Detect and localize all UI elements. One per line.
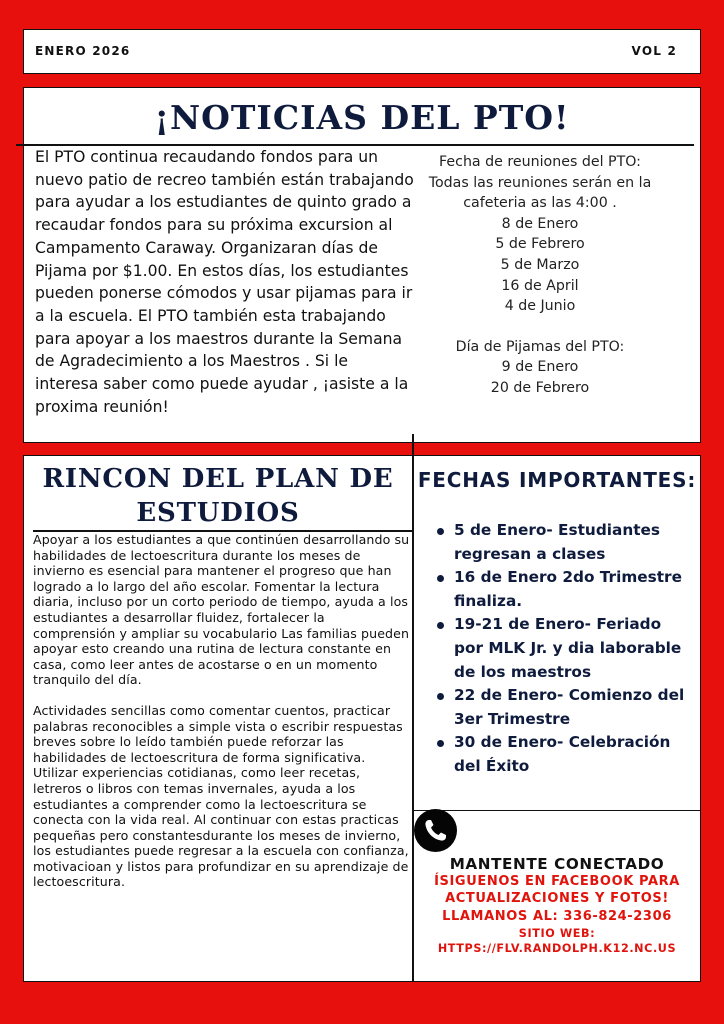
contact-section: [413, 810, 701, 982]
pto-news-body: El PTO continua recaudando fondos para un nuevo patio de recreo también están trabajando para ayudar a los estudiantes de quinto grado a recaudar fondos para su próxima excursion al Campamento Caraway. Organizaran días de Pijama por $1.00. En estos días, los estudiantes pueden ponerse cómodos y usar pijamas para ir a la escuela. El PTO también esta trabajando para apoyar a los maestros durante la Semana de Agradecimiento a los Maestros . Si le interesa saber como puede ayudar , ¡asiste a la proxima reunión!: [35, 148, 414, 416]
issue-volume: VOL 2: [631, 44, 677, 58]
important-dates-section: [413, 455, 701, 811]
meetings-heading: Fecha de reuniones del PTO:: [439, 154, 641, 170]
important-dates-title: FECHAS IMPORTANTES:: [417, 468, 697, 492]
pto-news-title: ¡NOTICIAS DEL PTO!: [154, 98, 570, 137]
list-item: 19-21 de Enero- Feriado por MLK Jr. y dia laborable de los maestros: [454, 613, 694, 684]
curriculum-section: [23, 455, 413, 982]
website-label: SITIO WEB:: [518, 927, 596, 940]
column-divider: [412, 434, 414, 982]
list-item: 5 de Enero- Estudiantes regresan a clases: [454, 519, 694, 566]
contact-title: MANTENTE CONECTADO: [449, 855, 665, 873]
meeting-date: 4 de Junio: [504, 298, 576, 315]
list-item: 22 de Enero- Comienzo del 3er Trimestre: [454, 684, 694, 731]
list-item: 16 de Enero 2do Trimestre finaliza.: [454, 566, 694, 613]
curriculum-title: RINCON DEL PLAN DE ESTUDIOS: [42, 464, 394, 528]
facebook-text: ÍSIGUENOS EN FACEBOOK PARA ACTUALIZACIONES Y FOTOS!: [434, 874, 680, 906]
curriculum-paragraph: Actividades sencillas como comentar cuentos, practicar palabras reconocibles a simple vista o escribir respuestas breves sobre lo leído también puede reforzar las habilidades de lectoescritura de forma significativa. Utilizar experiencias cotidianas, como leer recetas, letreros o libros con temas invernales, ayuda a los estudiantes a comprender como la lectoescritura se conecta con la vida real. Al continuar con estas practicas pequeñas pero constantesdurante los meses de invierno, los estudiantes puede regresar a la escuela con confianza, motivacioan y listos para profundizar en su aprendizaje de lectoescritura.: [33, 702, 409, 890]
curriculum-body: [33, 532, 411, 905]
pajama-date: 20 de Febrero: [490, 379, 590, 396]
phone-icon: [414, 809, 457, 852]
meeting-date: 5 de Febrero: [495, 236, 585, 253]
curriculum-paragraph: Apoyar a los estudiantes a que continúen desarrollando su habilidades de lectoescritura durante los meses de invierno es esencial para mantener el progreso que han logrado a lo largo del año escolar. Fomentar la lectura diaria, incluso por un corto periodo de tiempo, ayuda a los estudiantes a desarrollar fluidez, fortalecer la comprensión y ampliar su vocabulario Las familias pueden apoyar esto creando una rutina de lectura constante en casa, como leer antes de acostarse o en un momento tranquilo del día.: [33, 532, 410, 688]
meetings-note: Todas las reuniones serán en la cafeteria as las 4:00 .: [428, 174, 652, 212]
meeting-date: 5 de Marzo: [500, 256, 580, 273]
contact-details: [414, 873, 700, 956]
pajama-date: 9 de Enero: [501, 359, 579, 376]
website-link[interactable]: HTTPS://FLV.RANDOLPH.K12.NC.US: [437, 942, 677, 955]
pajama-heading: Día de Pijamas del PTO:: [455, 338, 625, 355]
pto-news-section: [23, 87, 701, 443]
list-item: 30 de Enero- Celebración del Éxito: [454, 731, 694, 778]
important-dates-list: [454, 519, 694, 779]
pto-meeting-schedule: [413, 152, 667, 399]
newsletter-header: [23, 29, 701, 74]
meeting-date: 8 de Enero: [501, 215, 579, 232]
meeting-date: 16 de April: [501, 277, 579, 294]
issue-date: ENERO 2026: [35, 44, 131, 58]
phone-number: LLAMANOS AL: 336-824-2306: [442, 909, 672, 924]
